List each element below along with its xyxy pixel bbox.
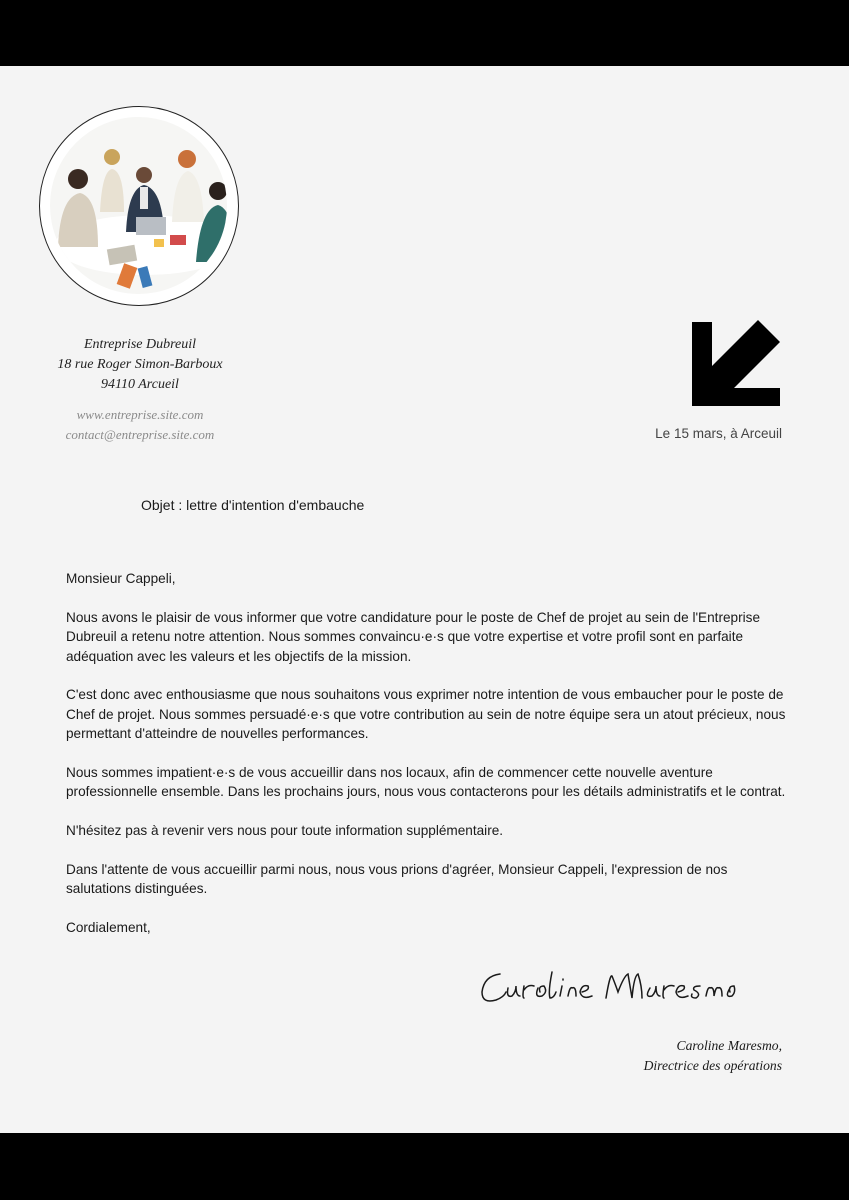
- signer-title: Directrice des opérations: [643, 1057, 782, 1073]
- paragraph: Nous avons le plaisir de vous informer que votre candidature pour le poste de Chef de projet au sein de l'Entreprise Dubreuil a retenu notre attention. Nous sommes convaincu·e·s que votre expertise et votre profil sont en parfaite adéquation avec les valeurs et les objectifs de la mission.: [66, 609, 761, 664]
- closing: Cordialement,: [66, 920, 151, 936]
- salutation: Monsieur Cappeli,: [66, 571, 176, 586]
- company-email: contact@entreprise.site.com: [65, 427, 215, 442]
- team-meeting-photo: [39, 106, 239, 306]
- bottom-bar: [0, 1133, 849, 1200]
- company-website: www.entreprise.site.com: [76, 407, 204, 422]
- paragraph: Nous sommes impatient·e·s de vous accueillir dans nos locaux, afin de commencer cette nouvelle aventure professionnelle ensemble. Dans les prochains jours, nous vous contacterons pour les détails administratifs et le contrat.: [66, 765, 786, 800]
- contact-block: [40, 405, 240, 445]
- letter-body: [66, 569, 786, 957]
- paragraph: N'hésitez pas à revenir vers nous pour toute information supplémentaire.: [66, 823, 504, 839]
- paragraph: C'est donc avec enthousiasme que nous souhaitons vous exprimer notre intention de vous embaucher pour le poste de Chef de projet. Nous sommes persuadé·e·s que votre contribution au sein de notre équipe sera un atout précieux, nous permettant d'atteindre de nouvelles performances.: [66, 687, 786, 742]
- company-block: [40, 335, 240, 395]
- company-address-line2: 94110 Arcueil: [101, 377, 179, 392]
- letter-date: Le 15 mars, à Arceuil: [655, 426, 782, 441]
- handwritten-signature: [478, 962, 740, 1015]
- letter-subject: Objet : lettre d'intention d'embauche: [141, 497, 365, 513]
- signer-block: [644, 1036, 782, 1075]
- arrow-down-left-icon: [690, 316, 784, 415]
- top-bar: [0, 0, 849, 66]
- signer-name: Caroline Maresmo,: [676, 1038, 782, 1053]
- company-address-line1: 18 rue Roger Simon-Barboux: [57, 357, 223, 372]
- paragraph: Dans l'attente de vous accueillir parmi nous, nous vous prions d'agréer, Monsieur Cappeli, l'expression de nos salutations distinguées.: [66, 862, 728, 897]
- company-name: Entreprise Dubreuil: [83, 337, 197, 352]
